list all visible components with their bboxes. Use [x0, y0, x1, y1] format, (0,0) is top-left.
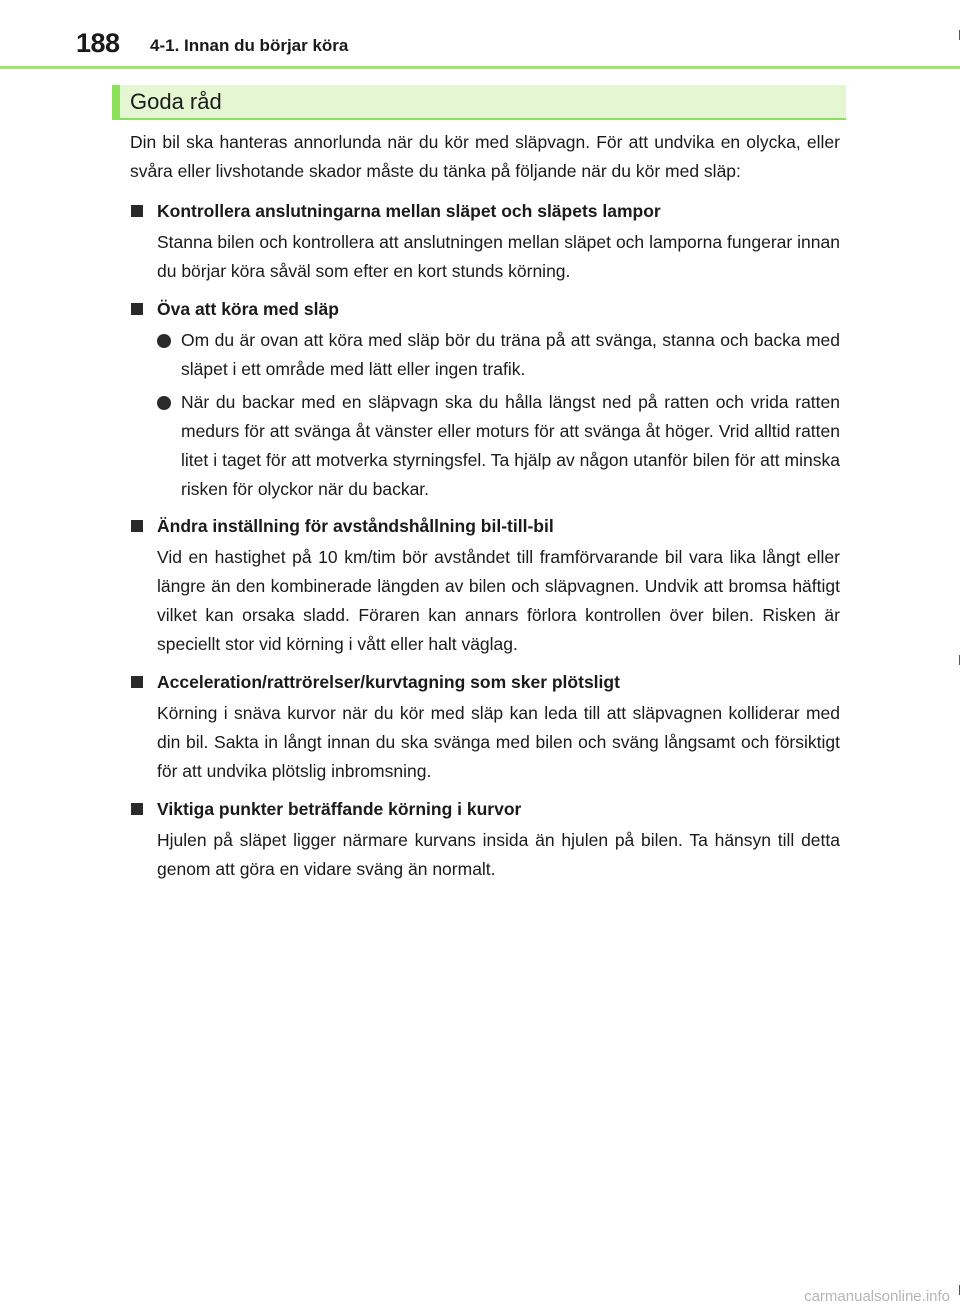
- bullet-text: När du backar med en släpvagn ska du hålla längst ned på ratten och vrida ratten medurs för att svänga åt vänster eller moturs för att svänga åt höger. Vrid alltid ratten litet i taget för att motverka styrningsfel. Ta hjälp av någon utanför bilen för att minska risken för olyckor när du backar.: [181, 392, 840, 499]
- tip-heading: [130, 292, 840, 326]
- tip-heading: [130, 665, 840, 699]
- square-bullet-icon: [131, 205, 143, 217]
- tip-item: [130, 792, 840, 884]
- square-bullet-icon: [131, 676, 143, 688]
- bullet-text: Om du är ovan att köra med släp bör du träna på att svänga, stanna och backa med släpet i ett område med lätt eller ingen trafik.: [181, 330, 840, 379]
- square-bullet-icon: [131, 803, 143, 815]
- intro-paragraph: Din bil ska hanteras annorlunda när du kör med släpvagn. För att undvika en olycka, eller svåra eller livshotande skador måste du tänka på följande när du kör med släp:: [130, 132, 840, 181]
- main-content: [130, 128, 840, 890]
- bullet-item: [157, 388, 840, 504]
- bullet-item: [157, 326, 840, 384]
- tip-heading-text: Kontrollera anslutningarna mellan släpet och släpets lampor: [157, 200, 661, 221]
- tip-body: Vid en hastighet på 10 km/tim bör avståndet till framförvarande bil vara lika långt eller längre än den kombinerade längden av bilen och släpvagnen. Undvik att bromsa häftigt vilket kan orsaka sladd. Föraren kan annars förlora kontrollen över bilen. Risken är speciellt stor vid körning i vått eller halt väglag.: [157, 547, 840, 654]
- tip-item: [130, 509, 840, 659]
- round-bullet-icon: [157, 334, 171, 348]
- tip-item: [130, 194, 840, 286]
- tip-item: [130, 665, 840, 786]
- tip-body: Körning i snäva kurvor när du kör med släp kan leda till att släpvagnen kolliderar med din bil. Sakta in långt innan du ska svänga med bilen och sväng långsamt och försiktigt för att undvika plötslig inbromsning.: [157, 703, 840, 781]
- watermark[interactable]: carmanualsonline.info: [804, 1288, 950, 1305]
- page-header: [0, 0, 960, 72]
- square-bullet-icon: [131, 303, 143, 315]
- square-bullet-icon: [131, 520, 143, 532]
- page-number: 188: [76, 28, 120, 58]
- tip-heading-text: Öva att köra med släp: [157, 298, 339, 319]
- tip-body: Stanna bilen och kontrollera att anslutningen mellan släpet och lamporna fungerar innan du börjar köra såväl som efter en kort stunds körning.: [157, 232, 840, 281]
- section-title: 4-1. Innan du börjar köra: [150, 36, 349, 55]
- tip-body: Hjulen på släpet ligger närmare kurvans insida än hjulen på bilen. Ta hänsyn till detta genom att göra en vidare sväng än normalt.: [157, 830, 840, 879]
- tip-heading: [130, 792, 840, 826]
- tip-heading-text: Viktiga punkter beträffande körning i kurvor: [157, 798, 522, 819]
- tip-heading: [130, 509, 840, 543]
- header-divider: [0, 66, 960, 69]
- info-box-title: Goda råd: [130, 89, 222, 114]
- tip-item: [130, 292, 840, 504]
- tip-heading-text: Acceleration/rattrörelser/kurvtagning som sker plötsligt: [157, 671, 620, 692]
- info-box-header: [112, 85, 846, 120]
- tip-heading: [130, 194, 840, 228]
- tip-heading-text: Ändra inställning för avståndshållning bil-till-bil: [157, 515, 554, 536]
- round-bullet-icon: [157, 396, 171, 410]
